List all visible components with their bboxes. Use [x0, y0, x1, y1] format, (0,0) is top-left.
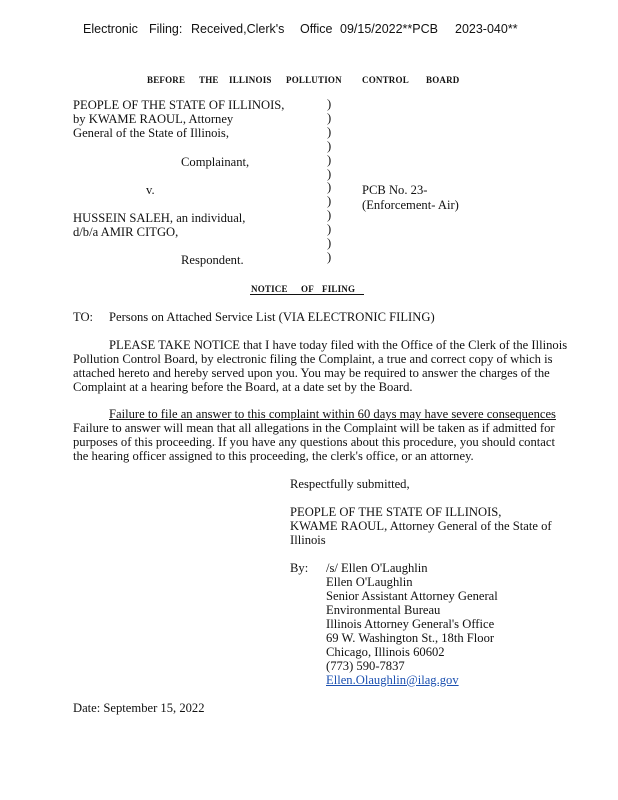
complainant-role: Complainant, [181, 155, 250, 169]
signature-line: KWAME RAOUL, Attorney General of the State of [290, 519, 552, 533]
date-line: Date: September 15, 2022 [73, 701, 205, 715]
versus: v. [146, 183, 155, 197]
stamp-filing: Filing: [149, 22, 183, 36]
paragraph-line: purposes of this proceeding. If you have any questions about this procedure, you should contact [73, 435, 555, 449]
signature-line: Illinois [290, 533, 326, 547]
board-word: THE [199, 75, 219, 85]
signer-line: Senior Assistant Attorney General [326, 589, 498, 603]
signer-line: /s/ Ellen O'Laughlin [326, 561, 428, 575]
board-word: ILLINOIS [229, 75, 272, 85]
respondent-line: HUSSEIN SALEH, an individual, [73, 211, 246, 225]
signature-line: PEOPLE OF THE STATE OF ILLINOIS, [290, 505, 502, 519]
paragraph-line: Failure to answer will mean that all allegations in the Complaint will be taken as if admitted for [73, 421, 555, 435]
complainant-line: by KWAME RAOUL, Attorney [73, 112, 234, 126]
to-text: Persons on Attached Service List (VIA ELECTRONIC FILING) [109, 310, 435, 324]
signer-line: Chicago, Illinois 60602 [326, 645, 445, 659]
stamp-case: 2023-040** [455, 22, 518, 36]
by-label: By: [290, 561, 309, 575]
closing: Respectfully submitted, [290, 477, 410, 491]
signer-line: Illinois Attorney General's Office [326, 617, 495, 631]
board-word: POLLUTION [286, 75, 342, 85]
paragraph-line: the hearing officer assigned to this proceeding, the clerk's office, or an attorney. [73, 449, 474, 463]
notice-underline [250, 294, 364, 295]
signer-line: 69 W. Washington St., 18th Floor [326, 631, 495, 645]
respondent-line: d/b/a AMIR CITGO, [73, 225, 179, 239]
paragraph-line: Complaint at a hearing before the Board, at a date set by the Board. [73, 380, 413, 394]
notice-word: OF [301, 284, 314, 294]
signer-line: Ellen O'Laughlin [326, 575, 413, 589]
stamp-electronic: Electronic [83, 22, 138, 36]
stamp-received: Received,Clerk's [191, 22, 285, 36]
board-word: BOARD [426, 75, 460, 85]
complainant-line: General of the State of Illinois, [73, 126, 229, 140]
to-label: TO: [73, 310, 94, 324]
caption-divider: ) ) ) ) ) ) ) ) ) ) ) ) [327, 97, 332, 264]
stamp-date-pcb: 09/15/2022**PCB [340, 22, 438, 36]
paragraph-line: PLEASE TAKE NOTICE that I have today filed with the Office of the Clerk of the Illinois [109, 338, 568, 352]
paragraph-line: Pollution Control Board, by electronic filing the Complaint, a true and correct copy of which is [73, 352, 553, 366]
signer-line: (773) 590-7837 [326, 659, 405, 673]
board-word: CONTROL [362, 75, 409, 85]
warning-underlined: Failure to file an answer to this complaint within 60 days may have severe consequences [109, 407, 556, 421]
signer-line: Environmental Bureau [326, 603, 441, 617]
notice-word: NOTICE [251, 284, 288, 294]
stamp-office: Office [300, 22, 333, 36]
email-link[interactable]: Ellen.Olaughlin@ilag.gov [326, 673, 459, 687]
respondent-role: Respondent. [181, 253, 244, 267]
case-type: (Enforcement- Air) [362, 198, 459, 212]
complainant-line: PEOPLE OF THE STATE OF ILLINOIS, [73, 98, 285, 112]
case-number: PCB No. 23- [362, 183, 428, 197]
paragraph-line: attached hereto and hereby served upon you. You may be required to answer the charges of the [73, 366, 550, 380]
notice-word: FILING [322, 284, 356, 294]
board-word: BEFORE [147, 75, 186, 85]
